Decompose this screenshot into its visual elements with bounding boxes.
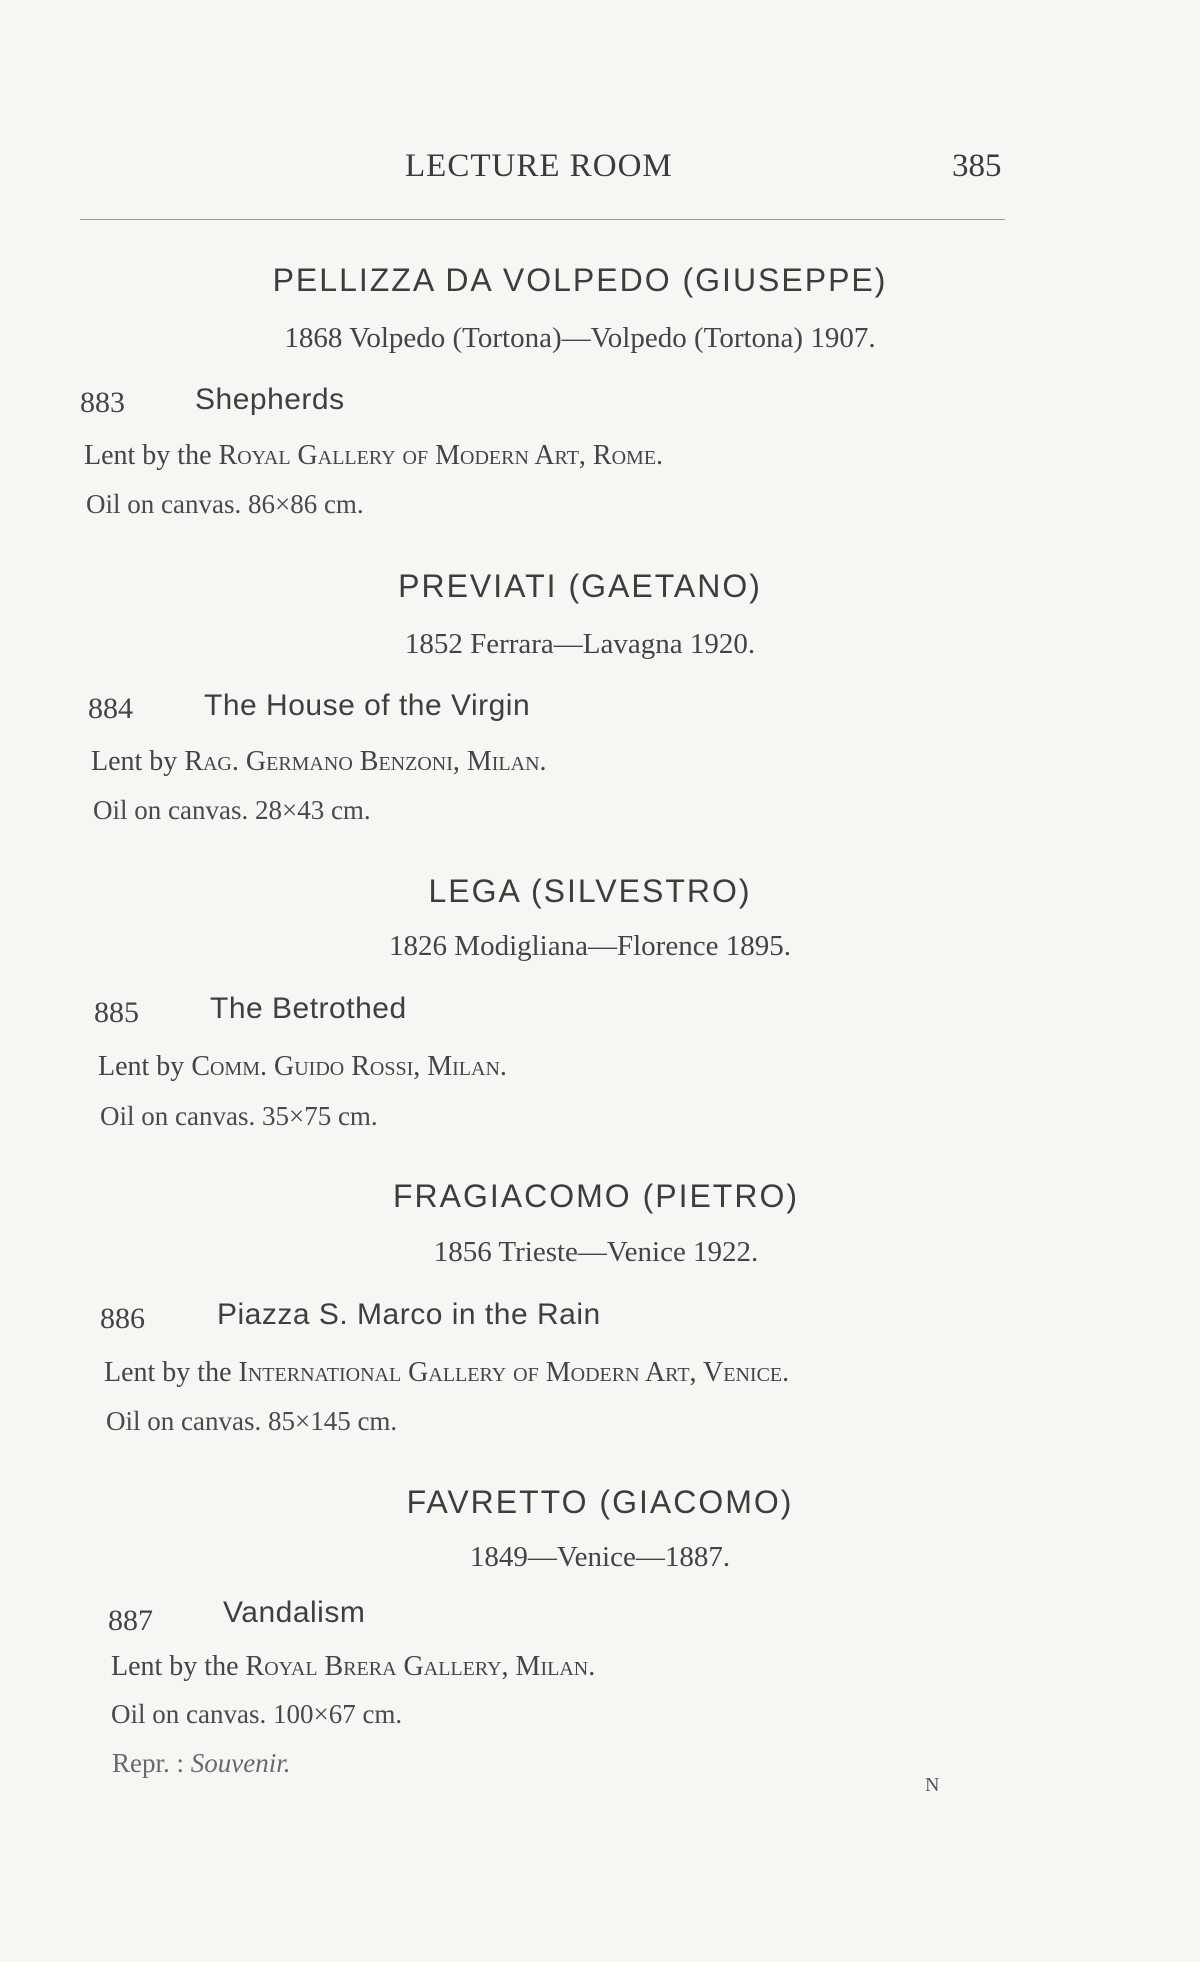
lent-by-prefix: Lent by <box>98 1051 185 1082</box>
lent-by-prefix: Lent by the <box>104 1357 232 1388</box>
page-number: 385 <box>952 148 1002 184</box>
lender-line <box>104 1357 789 1389</box>
artwork-title: The Betrothed <box>210 992 407 1025</box>
lent-by-prefix: Lent by the <box>84 440 212 471</box>
lender-name: International Gallery of Modern Art, Venice. <box>238 1357 790 1388</box>
artist-heading: PREVIATI (GAETANO) <box>398 568 762 604</box>
page-title: LECTURE ROOM <box>405 148 673 184</box>
medium-dimensions: Oil on canvas. 85×145 cm. <box>106 1406 398 1436</box>
artist-dates: 1856 Trieste—Venice 1922. <box>433 1236 759 1268</box>
artist-heading: PELLIZZA DA VOLPEDO (GIUSEPPE) <box>272 262 888 298</box>
lent-by-prefix: Lent by the <box>111 1651 239 1682</box>
medium-dimensions: Oil on canvas. 35×75 cm. <box>100 1101 378 1131</box>
lender-line <box>98 1051 507 1083</box>
artist-heading: LEGA (SILVESTRO) <box>428 873 752 909</box>
artist-dates: 1868 Volpedo (Tortona)—Volpedo (Tortona) 1907. <box>284 322 876 354</box>
medium-dimensions: Oil on canvas. 100×67 cm. <box>111 1699 403 1729</box>
catalogue-number: 884 <box>88 692 133 725</box>
lender-line <box>84 440 663 472</box>
artwork-title: Shepherds <box>195 383 345 416</box>
lender-name: Rag. Germano Benzoni, Milan. <box>184 746 547 777</box>
lender-name: Royal Gallery of Modern Art, Rome. <box>218 440 664 471</box>
artwork-title: Piazza S. Marco in the Rain <box>217 1298 601 1331</box>
catalogue-number: 883 <box>80 386 125 419</box>
artist-heading: FRAGIACOMO (PIETRO) <box>393 1178 799 1214</box>
lender-name: Royal Brera Gallery, Milan. <box>245 1651 596 1682</box>
repr-value: Souvenir. <box>190 1748 291 1778</box>
lender-line <box>111 1651 595 1683</box>
running-head <box>0 148 1200 188</box>
catalogue-number: 886 <box>100 1302 145 1335</box>
artwork-title: Vandalism <box>223 1596 366 1629</box>
lender-name: Comm. Guido Rossi, Milan. <box>191 1051 507 1082</box>
artist-dates: 1826 Modigliana—Florence 1895. <box>389 930 791 962</box>
medium-dimensions: Oil on canvas. 28×43 cm. <box>93 795 371 825</box>
repr-label: Repr. : <box>112 1748 184 1778</box>
catalogue-number: 885 <box>94 996 139 1029</box>
catalogue-number: 887 <box>108 1604 153 1637</box>
artwork-title: The House of the Virgin <box>204 689 531 722</box>
artist-dates: 1849—Venice—1887. <box>469 1541 731 1573</box>
lent-by-prefix: Lent by <box>91 746 178 777</box>
artist-dates: 1852 Ferrara—Lavagna 1920. <box>404 628 756 660</box>
lender-line <box>91 746 547 778</box>
header-rule <box>80 219 1005 220</box>
reproduction-note <box>112 1748 290 1779</box>
signature-mark: N <box>925 1774 940 1796</box>
medium-dimensions: Oil on canvas. 86×86 cm. <box>86 489 364 519</box>
artist-heading: FAVRETTO (GIACOMO) <box>406 1484 794 1520</box>
